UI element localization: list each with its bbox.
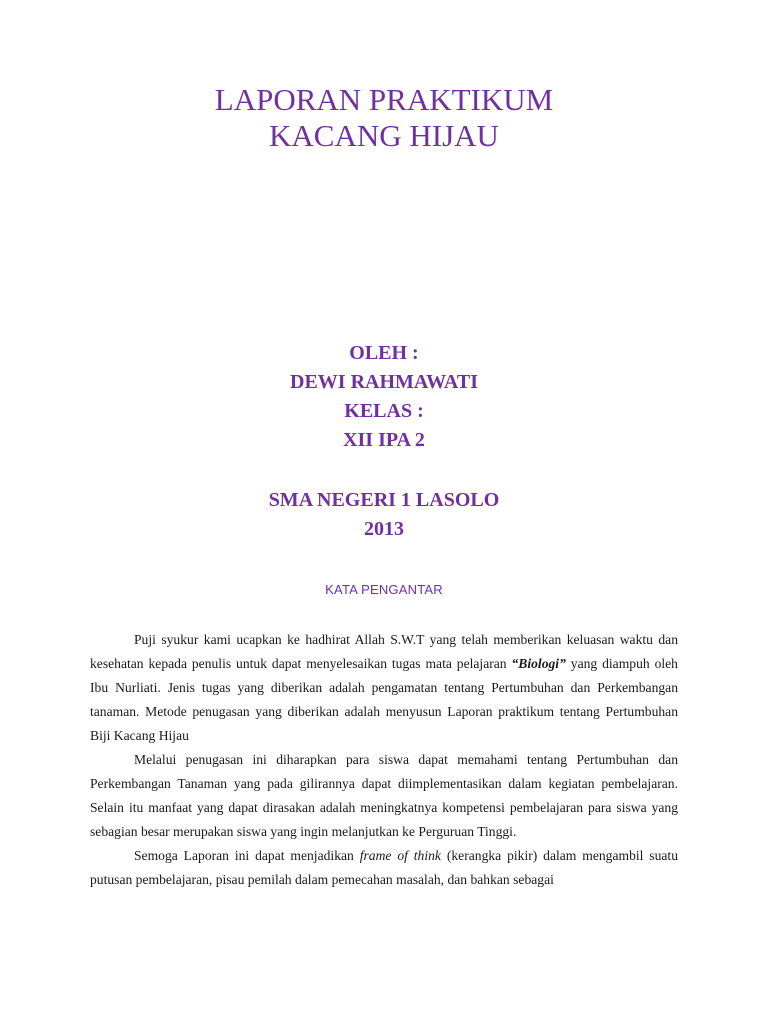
school-block	[0, 486, 768, 544]
author-block	[0, 339, 768, 455]
class-label: KELAS :	[344, 400, 424, 422]
report-title	[0, 82, 768, 154]
report-title-line-1: LAPORAN PRAKTIKUM	[214, 82, 554, 117]
paragraph-1-part-1: Puji syukur kami ucapkan ke hadhirat Allah S.W.T yang telah memberikan keluasan waktu dan kesehatan kepada penulis untuk dapat menyelesaikan tugas mata pelajaran	[90, 632, 678, 671]
paragraph-3	[90, 844, 678, 892]
subject-emphasis: “Biologi”	[511, 656, 566, 671]
paragraph-1	[90, 628, 678, 748]
frame-of-think-emphasis: frame of think	[359, 848, 441, 863]
year: 2013	[364, 518, 404, 540]
paragraph-1-part-2: yang diampuh oleh Ibu Nurliati. Jenis tugas yang diberikan adalah pengamatan tentang Pertumbuhan dan Perkembangan tanaman. Metode penugasan yang diberikan adalah menyusun Laporan praktikum tentang Pertumbuhan Biji Kacang Hijau	[90, 656, 678, 743]
author-name: DEWI RAHMAWATI	[290, 371, 478, 393]
school-name: SMA NEGERI 1 LASOLO	[268, 489, 500, 511]
paragraph-3-part-2: (kerangka pikir) dalam mengambil suatu putusan pembelajaran, pisau pemilah dalam pemecahan masalah, dan bahkan sebagai	[90, 848, 678, 887]
section-heading: KATA PENGANTAR	[325, 582, 443, 597]
class-value: XII IPA 2	[343, 429, 425, 451]
paragraph-2: Melalui penugasan ini diharapkan para siswa dapat memahami tentang Pertumbuhan dan Perkembangan Tanaman yang pada gilirannya dapat diimplementasikan dalam kegiatan pembelajaran. Selain itu manfaat yang dapat dirasakan adalah meningkatnya kompetensi pembelajaran para siswa yang sebagian besar merupakan siswa yang ingin melanjutkan ke Perguruan Tinggi.	[90, 752, 678, 839]
paragraph-3-part-1: Semoga Laporan ini dapat menjadikan	[134, 848, 360, 863]
by-label: OLEH :	[349, 342, 419, 364]
foreword-body	[90, 628, 678, 892]
report-title-line-2: KACANG HIJAU	[269, 118, 499, 153]
